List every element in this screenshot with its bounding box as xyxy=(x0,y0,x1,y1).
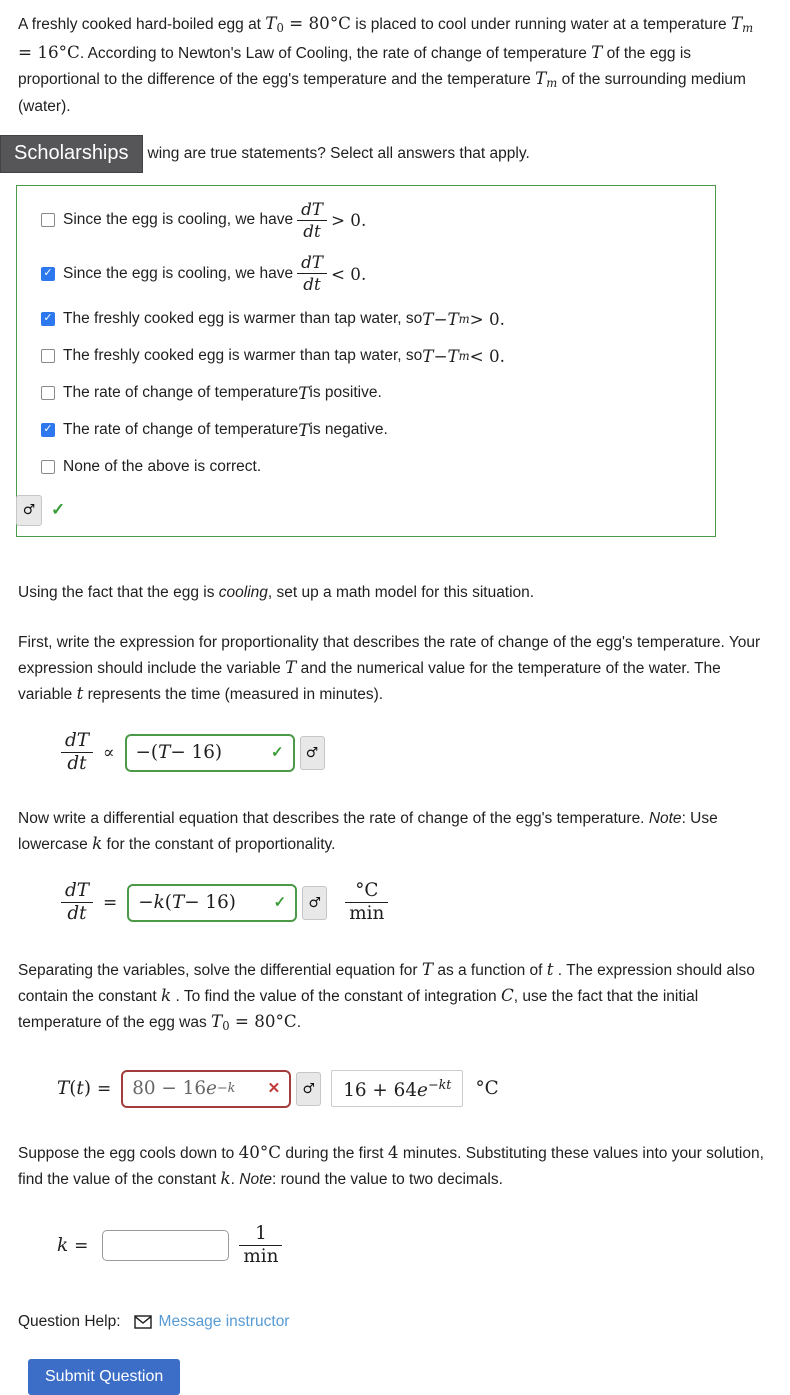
envelope-icon xyxy=(134,1315,152,1329)
choice-label: Since the egg is cooling, we have $\frac{dT}{dt}$ < 0. xyxy=(63,252,367,295)
proportionality-input[interactable] xyxy=(125,734,295,772)
choice-row[interactable] xyxy=(41,307,705,331)
input-value: − k ( T − 16) xyxy=(138,891,236,913)
ode-answer-row xyxy=(57,881,790,925)
question-help-label: Question Help: xyxy=(18,1313,121,1331)
ode-instructions: Now write a differential equation that describes the rate of change of the egg's temperature. Note: Use lowercase k for the constant of proportionality. xyxy=(18,809,718,853)
problem-statement: A freshly cooked hard-boiled egg at T0 = 80°C is placed to cool under running water at a temperature Tm = 16°C. According to Newton's Law of Cooling, the rate of change of temperature T of the egg is proportional to the difference of the egg's temperature and the temperature Tm of the surrounding medium (water). xyxy=(18,13,754,115)
answer-details-button[interactable]: ♂ xyxy=(16,495,42,526)
choices-footer xyxy=(16,495,705,526)
checkbox[interactable]: ✓ xyxy=(41,312,55,326)
question-prompt: wing are true statements? Select all answers that apply. xyxy=(147,144,530,162)
message-instructor-link[interactable]: Message instructor xyxy=(158,1313,290,1331)
scholarships-tab[interactable]: Scholarships xyxy=(0,135,143,173)
correct-icon: ✓ xyxy=(273,893,287,911)
ode-details-button[interactable]: ♂ xyxy=(302,886,327,920)
proportionality-details-button[interactable]: ♂ xyxy=(300,736,325,770)
choice-label: The freshly cooked egg is warmer than tap water, so T − T m > 0. xyxy=(63,308,505,329)
dT-dt-fraction: $\frac{dT}{dt}$ xyxy=(57,731,97,775)
proportionality-answer-row xyxy=(57,731,790,775)
proportional-symbol: ∝ xyxy=(103,742,115,763)
answer-choices-box xyxy=(16,185,716,537)
choice-label: The rate of change of temperature T is positive. xyxy=(63,382,382,403)
choice-row[interactable] xyxy=(41,253,705,293)
choice-label: The freshly cooked egg is warmer than tap water, so T − T m < 0. xyxy=(63,345,505,366)
correct-checkmark-icon: ✓ xyxy=(51,500,66,520)
equals-symbol: = xyxy=(103,892,118,913)
checkbox[interactable] xyxy=(41,349,55,363)
k-label: k xyxy=(57,1234,69,1256)
choice-label: None of the above is correct. xyxy=(63,457,262,475)
model-intro-text: Using the fact that the egg is cooling, set up a math model for this situation. xyxy=(18,583,535,601)
proportionality-instructions: First, write the expression for proportionality that describes the rate of change of the egg's temperature. Your expression should include the variable T and the numerical value for the temperature of the water. The variable t represents the time (measured in minutes). xyxy=(18,633,761,703)
T-of-t-label: T ( t ) xyxy=(57,1077,91,1099)
incorrect-icon: ✕ xyxy=(267,1079,281,1097)
input-value: −( T − 16) xyxy=(135,741,223,763)
checkbox[interactable] xyxy=(41,213,55,227)
input-value: 80 − 16 e −k xyxy=(132,1077,236,1099)
k-answer-row xyxy=(57,1224,790,1268)
find-k-instructions: Suppose the egg cools down to 40°C during the first 4 minutes. Substituting these values into your solution, find the value of the constant k. Note: round the value to two decimals. xyxy=(18,1141,764,1188)
choice-row[interactable] xyxy=(41,418,705,442)
solution-details-button[interactable]: ♂ xyxy=(296,1072,321,1106)
badge-row xyxy=(0,135,790,173)
choice-row[interactable] xyxy=(41,381,705,405)
separation-instructions: Separating the variables, solve the differential equation for T as a function of t . The expression should also contain the constant k . To find the value of the constant of integration C, use the fact that the initial temperature of the egg was T0 = 80°C. xyxy=(18,959,755,1033)
per-min-units: $\frac{1}{\min}$ xyxy=(235,1224,286,1268)
submit-question-button[interactable]: Submit Question xyxy=(28,1359,180,1395)
checkbox[interactable] xyxy=(41,460,55,474)
checkbox[interactable] xyxy=(41,386,55,400)
question-help-row xyxy=(18,1310,790,1334)
equals-symbol: = xyxy=(96,1078,112,1099)
ode-input[interactable] xyxy=(127,884,297,922)
correct-answer-display: $16 + 64e^{-kt}$ xyxy=(331,1070,463,1107)
choice-label: Since the egg is cooling, we have $\frac{dT}{dt}$ > 0. xyxy=(63,198,367,241)
checkbox[interactable]: ✓ xyxy=(41,423,55,437)
solution-input[interactable] xyxy=(121,1070,291,1108)
choice-row[interactable] xyxy=(41,344,705,368)
correct-icon: ✓ xyxy=(270,743,284,761)
dT-dt-fraction: $\frac{dT}{dt}$ xyxy=(57,881,97,925)
checkbox[interactable]: ✓ xyxy=(41,267,55,281)
degC-units: °C xyxy=(475,1077,499,1099)
choices-list xyxy=(41,200,705,479)
equals-symbol: = xyxy=(74,1235,89,1256)
k-value-input[interactable] xyxy=(102,1230,229,1261)
choice-row[interactable] xyxy=(41,200,705,240)
degC-per-min-units: $\frac{^\circ C}{\min}$ xyxy=(341,881,392,925)
choice-label: The rate of change of temperature T is negative. xyxy=(63,419,388,440)
solution-answer-row xyxy=(57,1070,790,1108)
choice-row[interactable] xyxy=(41,455,705,479)
